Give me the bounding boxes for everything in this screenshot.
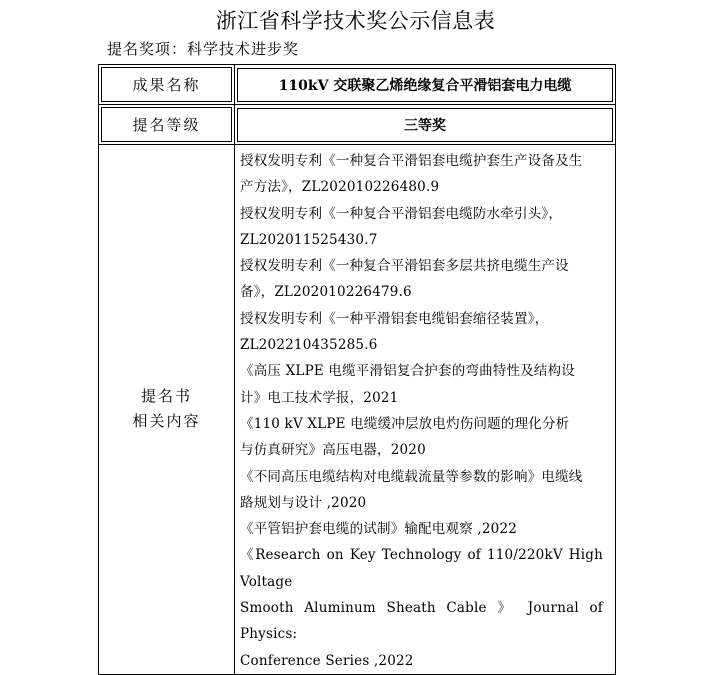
nomination-content-list [235,145,616,675]
content-line: 授权发明专利《一种复合平滑铝套多层共挤电缆生产设 [240,258,569,275]
content-line: 授权发明专利《一种复合平滑铝套电缆护套生产设备及生 [240,153,583,169]
table-row-nomination-content [99,145,616,675]
content-line: 与仿真研究》高压电器，2020 [240,442,426,459]
content-line: 《高压 XLPE 电缆平滑铝复合护套的弯曲特性及结构设 [240,363,575,380]
content-line: Smooth Aluminum Sheath Cable 》 Journal of Physics: [240,600,603,643]
content-line: Conference Series ,2022 [240,652,414,669]
content-line: 计》电工技术学报，2021 [240,389,399,406]
content-line: 《不同高压电缆结构对电缆载流量等参数的影响》电缆线 [240,468,583,485]
content-line: 产方法》，ZL202010226480.9 [240,179,440,196]
table-row-nomination-level [99,105,616,145]
info-table [98,64,616,675]
achievement-name-label: 成果名称 [99,65,235,105]
content-line: 授权发明专利《一种复合平滑铝套电缆防水牵引头》， [240,205,563,222]
nomination-level-value: 三等奖 [235,105,616,145]
content-line: 路规划与设计 ,2020 [240,494,367,511]
achievement-name-value: 110kV 交联聚乙烯绝缘复合平滑铝套电力电缆 [235,65,616,105]
nomination-content-label: 提名书 相关内容 [99,145,235,675]
document-title: 浙江省科学技术奖公示信息表 [215,9,496,33]
content-line: 《Research on Key Technology of 110/220kV High Voltage [240,547,603,590]
content-line: ZL202210435285.6 [240,337,378,354]
content-line: ZL202011525430.7 [240,231,378,248]
nomination-category: 提名奖项：科学技术进步奖 [107,40,300,58]
nomination-level-label: 提名等级 [99,105,235,145]
table-row-achievement-name [99,65,616,105]
content-line: 《110 kV XLPE 电缆缓冲层放电灼伤问题的理化分析 [240,415,570,432]
content-line: 授权发明专利《一种平滑铝套电缆铝套缩径装置》， [240,310,549,327]
content-line: 备》，ZL202010226479.6 [240,284,412,301]
content-line: 《平管铝护套电缆的试制》输配电观察 ,2022 [240,521,518,538]
